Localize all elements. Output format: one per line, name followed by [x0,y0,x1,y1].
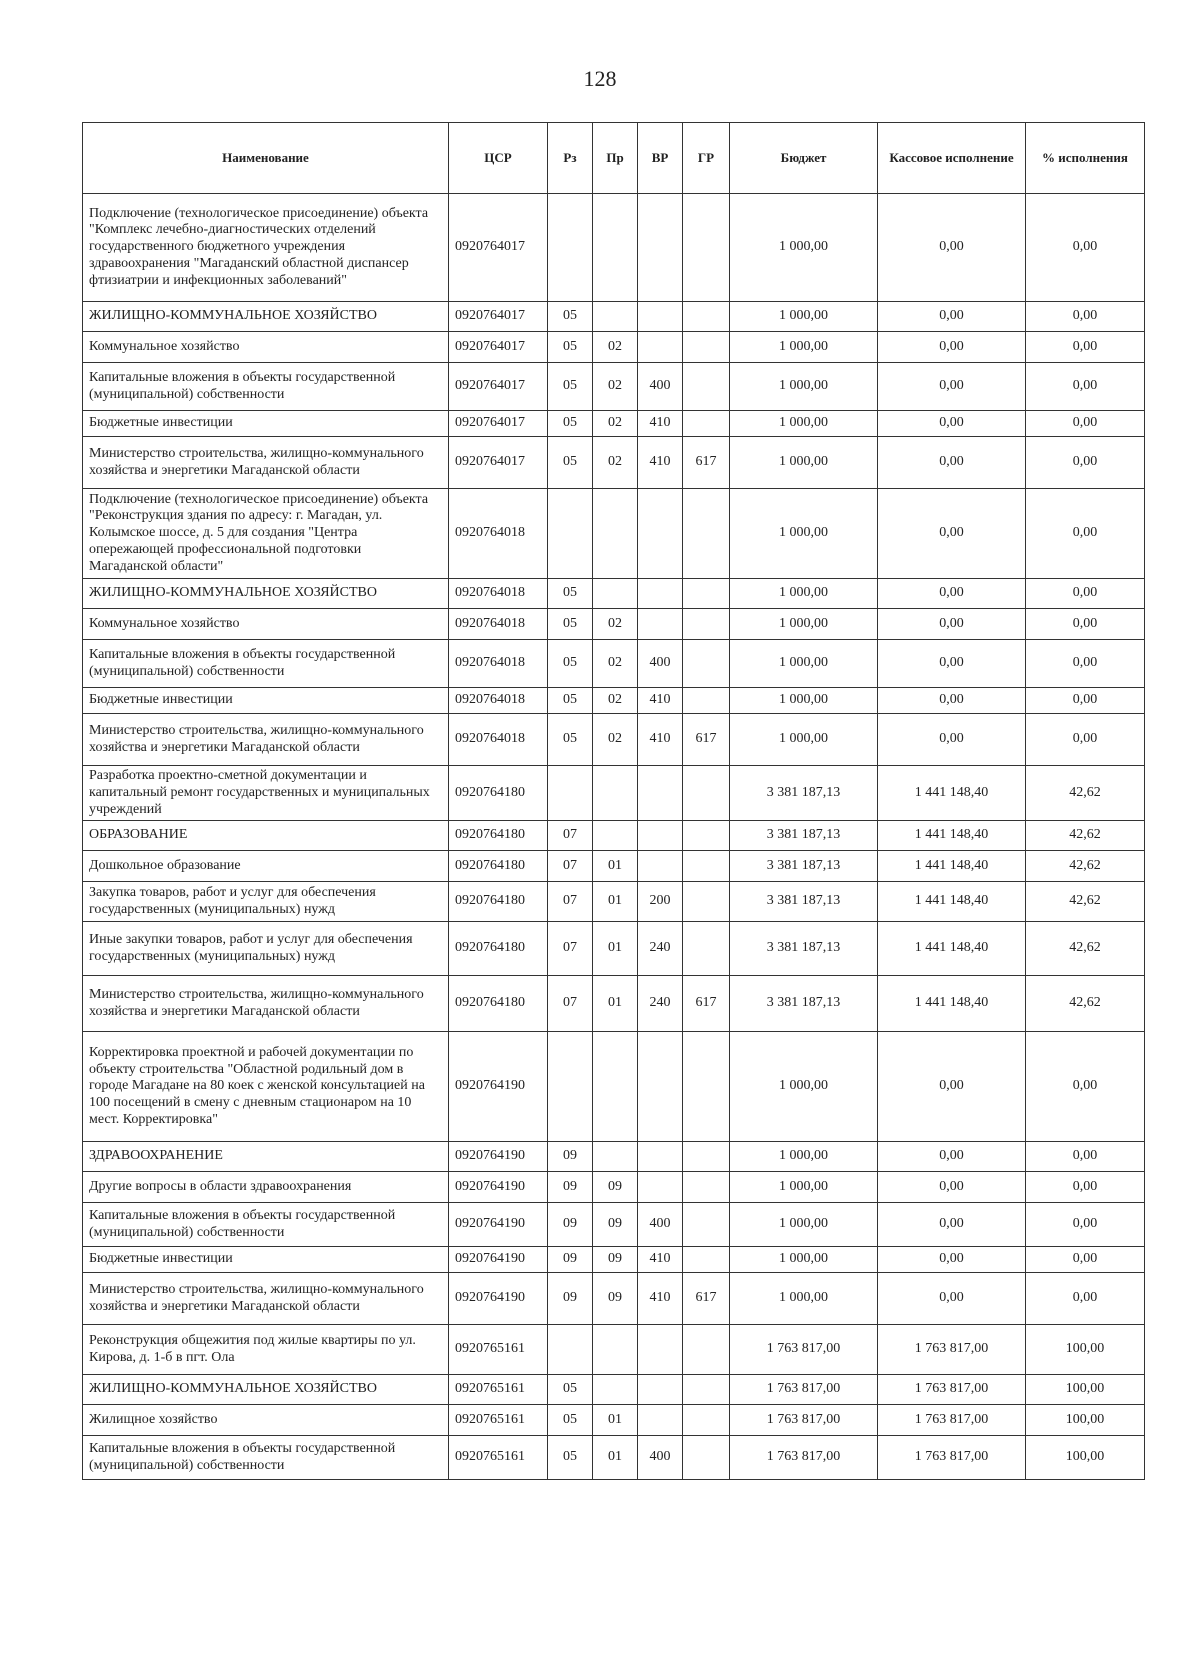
cell-pr [593,302,638,332]
cell-budget: 1 000,00 [730,332,878,363]
cell-rz: 05 [548,640,593,688]
cell-pr: 01 [593,1436,638,1480]
table-row [83,640,1145,688]
cell-gr [683,1142,730,1172]
cell-name: ОБРАЗОВАНИЕ [83,821,449,851]
cell-name: Корректировка проектной и рабочей документации по объекту строительства "Областной родильный дом в городе Магадане на 80 коек с женской консультацией на 100 посещений в смену с дневным стационаром на 10 мест. Корректировка" [83,1032,449,1142]
header-cash: Кассовое исполнение [878,123,1026,194]
cell-name: Бюджетные инвестиции [83,688,449,714]
cell-vr: 400 [638,363,683,411]
cell-gr [683,688,730,714]
cell-pct: 0,00 [1026,579,1145,609]
cell-vr [638,1375,683,1405]
cell-name: Подключение (технологическое присоединение) объекта "Комплекс лечебно-диагностических отделений государственного бюджетного учреждения здравоохранения "Магаданский областной диспансер фтизиатрии и инфекционных заболеваний" [83,194,449,302]
cell-budget: 1 000,00 [730,363,878,411]
table-row [83,922,1145,976]
cell-csr: 0920764017 [449,302,548,332]
header-row [83,123,1145,194]
cell-budget: 3 381 187,13 [730,851,878,882]
cell-rz: 05 [548,1375,593,1405]
cell-pct: 0,00 [1026,194,1145,302]
cell-pct: 100,00 [1026,1325,1145,1375]
table-row [83,1436,1145,1480]
cell-cash: 0,00 [878,437,1026,489]
cell-pct: 0,00 [1026,1142,1145,1172]
cell-vr [638,766,683,821]
cell-cash: 0,00 [878,579,1026,609]
table-row [83,194,1145,302]
cell-pr [593,821,638,851]
cell-pct: 0,00 [1026,1172,1145,1203]
cell-vr: 400 [638,1203,683,1247]
cell-csr: 0920764018 [449,640,548,688]
cell-rz: 07 [548,922,593,976]
cell-gr [683,489,730,579]
cell-pr: 01 [593,851,638,882]
cell-name: Жилищное хозяйство [83,1405,449,1436]
cell-gr [683,1375,730,1405]
header-pr: Пр [593,123,638,194]
cell-pct: 0,00 [1026,688,1145,714]
cell-pct: 100,00 [1026,1436,1145,1480]
cell-pr [593,1032,638,1142]
table-row [83,1375,1145,1405]
cell-pr [593,489,638,579]
table-row [83,1032,1145,1142]
cell-csr: 0920764190 [449,1142,548,1172]
cell-rz: 05 [548,1436,593,1480]
cell-budget: 1 000,00 [730,609,878,640]
cell-pct: 42,62 [1026,766,1145,821]
table-row [83,302,1145,332]
table-row [83,976,1145,1032]
cell-pr [593,1142,638,1172]
cell-cash: 0,00 [878,489,1026,579]
cell-pr: 02 [593,332,638,363]
cell-cash: 1 763 817,00 [878,1405,1026,1436]
header-csr: ЦСР [449,123,548,194]
cell-gr [683,363,730,411]
cell-budget: 1 000,00 [730,489,878,579]
cell-rz [548,1325,593,1375]
cell-name: Коммунальное хозяйство [83,609,449,640]
cell-cash: 0,00 [878,1032,1026,1142]
cell-gr [683,1203,730,1247]
cell-vr [638,302,683,332]
cell-gr [683,609,730,640]
cell-name: Закупка товаров, работ и услуг для обеспечения государственных (муниципальных) нужд [83,882,449,922]
cell-csr: 0920764018 [449,688,548,714]
cell-gr [683,1247,730,1273]
table-row [83,489,1145,579]
cell-vr: 410 [638,688,683,714]
cell-pct: 0,00 [1026,363,1145,411]
cell-name: ЖИЛИЩНО-КОММУНАЛЬНОЕ ХОЗЯЙСТВО [83,302,449,332]
cell-gr [683,302,730,332]
table-row [83,332,1145,363]
cell-name: Министерство строительства, жилищно-коммунального хозяйства и энергетики Магаданской области [83,437,449,489]
cell-vr: 410 [638,1273,683,1325]
cell-gr [683,821,730,851]
cell-pct: 0,00 [1026,1247,1145,1273]
cell-csr: 0920764017 [449,363,548,411]
table-row [83,714,1145,766]
cell-budget: 3 381 187,13 [730,882,878,922]
cell-name: Капитальные вложения в объекты государственной (муниципальной) собственности [83,363,449,411]
cell-csr: 0920764190 [449,1032,548,1142]
cell-pr [593,579,638,609]
cell-csr: 0920764018 [449,579,548,609]
cell-rz: 05 [548,688,593,714]
cell-name: Дошкольное образование [83,851,449,882]
cell-pr: 01 [593,882,638,922]
cell-rz: 05 [548,411,593,437]
cell-pr: 02 [593,411,638,437]
cell-vr: 240 [638,976,683,1032]
cell-name: Министерство строительства, жилищно-коммунального хозяйства и энергетики Магаданской области [83,976,449,1032]
cell-pr: 01 [593,1405,638,1436]
cell-vr [638,1172,683,1203]
cell-name: ЖИЛИЩНО-КОММУНАЛЬНОЕ ХОЗЯЙСТВО [83,579,449,609]
cell-rz: 07 [548,882,593,922]
cell-cash: 1 441 148,40 [878,766,1026,821]
cell-name: Министерство строительства, жилищно-коммунального хозяйства и энергетики Магаданской области [83,714,449,766]
cell-gr [683,640,730,688]
cell-vr [638,489,683,579]
cell-gr [683,1032,730,1142]
cell-cash: 1 441 148,40 [878,821,1026,851]
cell-csr: 0920764180 [449,821,548,851]
cell-rz: 05 [548,332,593,363]
table-row [83,851,1145,882]
cell-vr [638,851,683,882]
cell-vr: 410 [638,1247,683,1273]
cell-name: ЗДРАВООХРАНЕНИЕ [83,1142,449,1172]
cell-name: Иные закупки товаров, работ и услуг для обеспечения государственных (муниципальных) нужд [83,922,449,976]
cell-budget: 1 763 817,00 [730,1436,878,1480]
cell-pct: 0,00 [1026,714,1145,766]
cell-pr: 02 [593,688,638,714]
cell-name: Министерство строительства, жилищно-коммунального хозяйства и энергетики Магаданской области [83,1273,449,1325]
cell-pct: 42,62 [1026,922,1145,976]
cell-budget: 1 000,00 [730,1203,878,1247]
cell-budget: 3 381 187,13 [730,922,878,976]
table-row [83,1247,1145,1273]
cell-vr [638,332,683,363]
cell-budget: 3 381 187,13 [730,766,878,821]
cell-vr: 400 [638,1436,683,1480]
cell-pr: 02 [593,640,638,688]
cell-pct: 100,00 [1026,1375,1145,1405]
cell-csr: 0920764017 [449,411,548,437]
cell-name: Капитальные вложения в объекты государственной (муниципальной) собственности [83,640,449,688]
cell-gr [683,1172,730,1203]
cell-csr: 0920764018 [449,489,548,579]
table-row [83,821,1145,851]
cell-cash: 0,00 [878,1172,1026,1203]
cell-gr [683,1325,730,1375]
cell-budget: 1 000,00 [730,579,878,609]
cell-cash: 1 441 148,40 [878,851,1026,882]
cell-vr [638,579,683,609]
cell-csr: 0920764190 [449,1203,548,1247]
cell-vr [638,1142,683,1172]
cell-rz: 07 [548,821,593,851]
table-row [83,411,1145,437]
cell-budget: 1 000,00 [730,1273,878,1325]
cell-vr [638,194,683,302]
cell-pr: 09 [593,1273,638,1325]
cell-pct: 0,00 [1026,1032,1145,1142]
cell-vr: 410 [638,714,683,766]
cell-rz: 05 [548,437,593,489]
cell-csr: 0920764190 [449,1273,548,1325]
cell-gr [683,1436,730,1480]
cell-pr: 09 [593,1172,638,1203]
cell-vr [638,609,683,640]
cell-pr [593,194,638,302]
cell-rz: 05 [548,1405,593,1436]
cell-name: Бюджетные инвестиции [83,411,449,437]
cell-gr: 617 [683,1273,730,1325]
cell-csr: 0920764017 [449,437,548,489]
budget-table [82,122,1145,1480]
cell-cash: 1 441 148,40 [878,976,1026,1032]
table-row [83,766,1145,821]
cell-cash: 0,00 [878,1247,1026,1273]
cell-budget: 1 763 817,00 [730,1325,878,1375]
cell-cash: 1 763 817,00 [878,1436,1026,1480]
cell-rz: 09 [548,1203,593,1247]
cell-budget: 1 763 817,00 [730,1375,878,1405]
cell-cash: 0,00 [878,1273,1026,1325]
cell-pct: 0,00 [1026,302,1145,332]
table-row [83,1325,1145,1375]
table-row [83,882,1145,922]
cell-rz: 05 [548,714,593,766]
cell-budget: 1 000,00 [730,714,878,766]
table-row [83,1203,1145,1247]
cell-cash: 0,00 [878,714,1026,766]
cell-cash: 0,00 [878,411,1026,437]
cell-gr [683,851,730,882]
cell-budget: 1 000,00 [730,1247,878,1273]
cell-pct: 42,62 [1026,821,1145,851]
header-gr: ГР [683,123,730,194]
cell-pct: 0,00 [1026,411,1145,437]
cell-cash: 0,00 [878,363,1026,411]
cell-cash: 0,00 [878,332,1026,363]
cell-csr: 0920764018 [449,714,548,766]
cell-rz [548,766,593,821]
cell-gr: 617 [683,437,730,489]
cell-pr: 02 [593,437,638,489]
cell-csr: 0920764180 [449,882,548,922]
cell-gr [683,332,730,363]
table-row [83,579,1145,609]
cell-gr [683,882,730,922]
cell-csr: 0920764180 [449,766,548,821]
cell-budget: 1 000,00 [730,411,878,437]
cell-pct: 42,62 [1026,851,1145,882]
cell-budget: 1 000,00 [730,437,878,489]
cell-rz: 07 [548,851,593,882]
header-pct: % исполнения [1026,123,1145,194]
cell-cash: 0,00 [878,609,1026,640]
cell-cash: 1 763 817,00 [878,1375,1026,1405]
cell-vr [638,1405,683,1436]
cell-csr: 0920765161 [449,1375,548,1405]
cell-rz: 05 [548,302,593,332]
cell-name: Капитальные вложения в объекты государственной (муниципальной) собственности [83,1436,449,1480]
cell-pr: 09 [593,1203,638,1247]
cell-budget: 1 000,00 [730,1032,878,1142]
cell-pct: 0,00 [1026,1273,1145,1325]
cell-csr: 0920765161 [449,1405,548,1436]
cell-cash: 0,00 [878,1203,1026,1247]
cell-budget: 1 763 817,00 [730,1405,878,1436]
cell-vr: 200 [638,882,683,922]
cell-pct: 0,00 [1026,609,1145,640]
cell-pr: 02 [593,714,638,766]
cell-pr: 02 [593,363,638,411]
cell-rz: 09 [548,1142,593,1172]
cell-gr [683,766,730,821]
header-name: Наименование [83,123,449,194]
cell-pct: 0,00 [1026,640,1145,688]
cell-gr: 617 [683,976,730,1032]
cell-budget: 1 000,00 [730,1172,878,1203]
cell-vr: 240 [638,922,683,976]
cell-gr [683,411,730,437]
cell-rz [548,194,593,302]
cell-cash: 1 763 817,00 [878,1325,1026,1375]
cell-rz: 05 [548,363,593,411]
cell-name: Подключение (технологическое присоединение) объекта "Реконструкция здания по адресу: г. Магадан, ул. Колымское шоссе, д. 5 для создания "Центра опережающей профессиональной подготовки Магаданской области" [83,489,449,579]
cell-rz [548,1032,593,1142]
table-row [83,1172,1145,1203]
cell-cash: 0,00 [878,194,1026,302]
cell-gr [683,922,730,976]
cell-vr: 400 [638,640,683,688]
cell-gr: 617 [683,714,730,766]
cell-pr: 09 [593,1247,638,1273]
cell-cash: 0,00 [878,640,1026,688]
table-row [83,363,1145,411]
cell-cash: 0,00 [878,688,1026,714]
cell-rz: 09 [548,1273,593,1325]
cell-vr [638,1032,683,1142]
cell-csr: 0920764180 [449,851,548,882]
cell-rz [548,489,593,579]
table-row [83,609,1145,640]
header-budget: Бюджет [730,123,878,194]
cell-pr: 01 [593,976,638,1032]
cell-csr: 0920765161 [449,1436,548,1480]
cell-name: Другие вопросы в области здравоохранения [83,1172,449,1203]
cell-cash: 1 441 148,40 [878,882,1026,922]
cell-pct: 0,00 [1026,1203,1145,1247]
table-row [83,1405,1145,1436]
table-row [83,1142,1145,1172]
cell-csr: 0920764180 [449,976,548,1032]
cell-csr: 0920764017 [449,332,548,363]
cell-name: Бюджетные инвестиции [83,1247,449,1273]
cell-budget: 1 000,00 [730,640,878,688]
cell-csr: 0920764017 [449,194,548,302]
cell-vr: 410 [638,437,683,489]
cell-rz: 05 [548,609,593,640]
cell-pr [593,1325,638,1375]
cell-rz: 07 [548,976,593,1032]
cell-csr: 0920764190 [449,1247,548,1273]
cell-pct: 42,62 [1026,976,1145,1032]
cell-rz: 09 [548,1247,593,1273]
cell-vr [638,821,683,851]
table-row [83,688,1145,714]
cell-pr [593,1375,638,1405]
cell-rz: 09 [548,1172,593,1203]
cell-vr [638,1325,683,1375]
table-row [83,1273,1145,1325]
cell-csr: 0920764180 [449,922,548,976]
cell-rz: 05 [548,579,593,609]
cell-csr: 0920764018 [449,609,548,640]
cell-pct: 0,00 [1026,332,1145,363]
cell-pct: 42,62 [1026,882,1145,922]
cell-name: Разработка проектно-сметной документации и капитальный ремонт государственных и муниципальных учреждений [83,766,449,821]
cell-budget: 1 000,00 [730,1142,878,1172]
cell-pr: 02 [593,609,638,640]
cell-pct: 0,00 [1026,437,1145,489]
cell-name: Капитальные вложения в объекты государственной (муниципальной) собственности [83,1203,449,1247]
cell-budget: 1 000,00 [730,688,878,714]
page-number: 128 [583,66,617,91]
cell-name: Реконструкция общежития под жилые квартиры по ул. Кирова, д. 1-б в пгт. Ола [83,1325,449,1375]
cell-vr: 410 [638,411,683,437]
cell-budget: 1 000,00 [730,302,878,332]
cell-cash: 0,00 [878,1142,1026,1172]
cell-pct: 100,00 [1026,1405,1145,1436]
cell-cash: 1 441 148,40 [878,922,1026,976]
cell-gr [683,579,730,609]
cell-budget: 1 000,00 [730,194,878,302]
cell-budget: 3 381 187,13 [730,821,878,851]
cell-csr: 0920764190 [449,1172,548,1203]
cell-csr: 0920765161 [449,1325,548,1375]
cell-name: ЖИЛИЩНО-КОММУНАЛЬНОЕ ХОЗЯЙСТВО [83,1375,449,1405]
cell-gr [683,194,730,302]
cell-cash: 0,00 [878,302,1026,332]
cell-pr [593,766,638,821]
header-vr: ВР [638,123,683,194]
cell-pr: 01 [593,922,638,976]
cell-pct: 0,00 [1026,489,1145,579]
cell-gr [683,1405,730,1436]
cell-name: Коммунальное хозяйство [83,332,449,363]
header-rz: Рз [548,123,593,194]
cell-budget: 3 381 187,13 [730,976,878,1032]
table-row [83,437,1145,489]
